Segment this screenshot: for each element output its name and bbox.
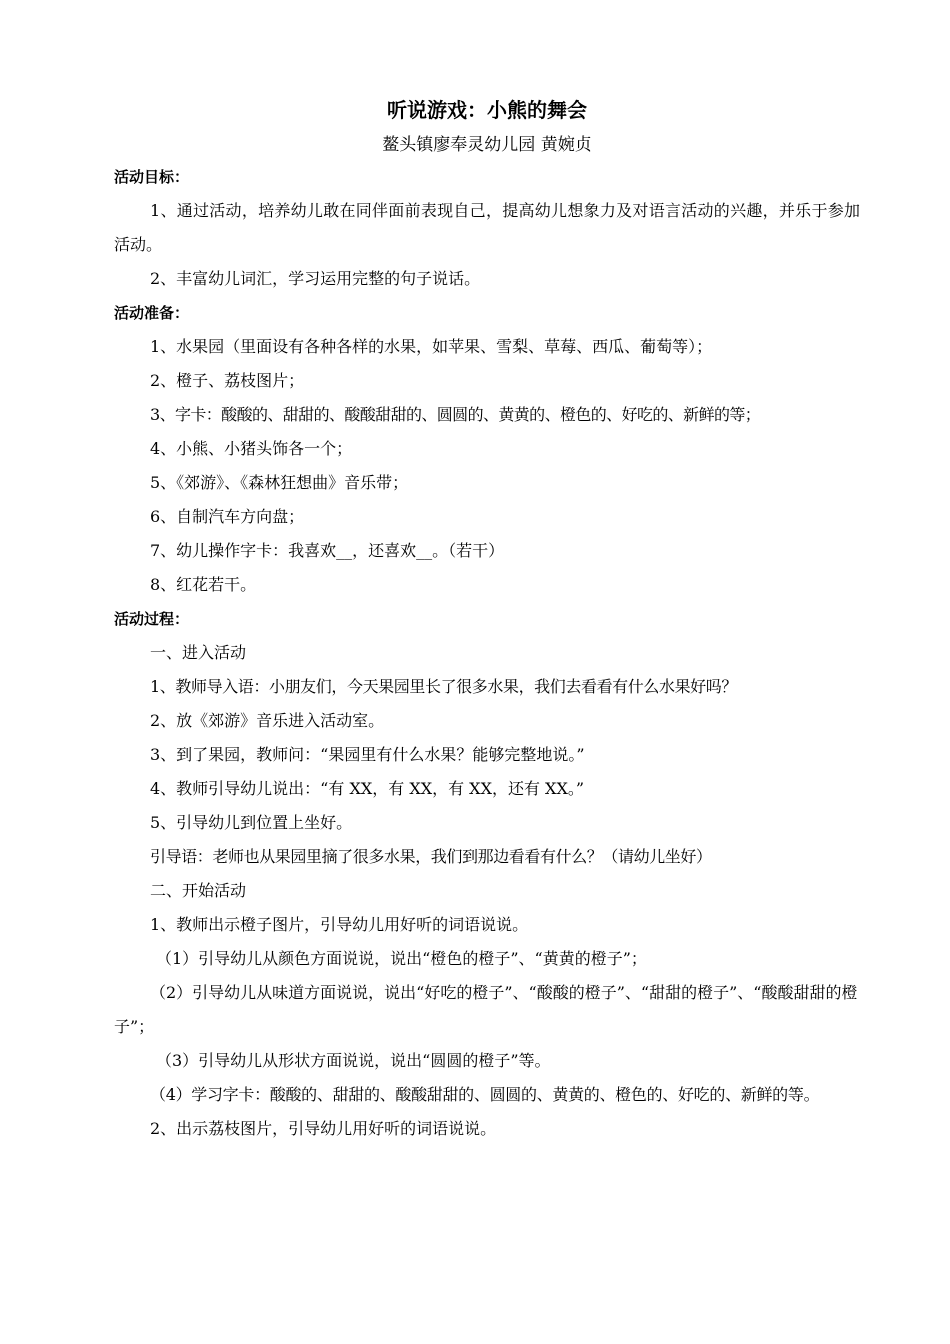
section-process — [114, 602, 860, 1146]
paragraph: 6、自制汽车方向盘； — [150, 507, 305, 526]
document-page — [114, 96, 860, 1146]
paragraph: 1、教师出示橙子图片，引导幼儿用好听的词语说说。 — [150, 915, 529, 934]
paragraph: 4、教师引导幼儿说出：“有 XX，有 XX，有 XX，还有 XX。” — [150, 779, 585, 798]
paragraph: 1、教师导入语：小朋友们，今天果园里长了很多水果，我们去看看有什么水果好吗？ — [150, 677, 737, 696]
paragraph: 7、幼儿操作字卡：我喜欢__，还喜欢__。（若干） — [150, 541, 505, 560]
paragraph: 2、放《郊游》音乐进入活动室。 — [150, 711, 385, 730]
paragraph: 二、开始活动 — [150, 881, 247, 900]
section-heading: 活动过程： — [114, 610, 190, 628]
section-goals — [114, 160, 860, 296]
paragraph: 一、进入活动 — [150, 643, 247, 662]
document-author: 鳌头镇廖奉灵幼儿园 黄婉贞 — [382, 135, 592, 155]
paragraph: 4、小熊、小猪头饰各一个； — [150, 439, 353, 458]
paragraph: （1）引导幼儿从颜色方面说说，说出“橙色的橙子”、“黄黄的橙子”； — [156, 949, 647, 968]
paragraph: （3）引导幼儿从形状方面说说，说出“圆圆的橙子”等。 — [156, 1051, 551, 1070]
paragraph: （2）引导幼儿从味道方面说说，说出“好吃的橙子”、“酸酸的橙子”、“甜甜的橙子”、“酸酸甜甜的橙子”； — [114, 983, 858, 1036]
paragraph: 5、《郊游》、《森林狂想曲》音乐带； — [150, 473, 409, 492]
section-heading: 活动准备： — [114, 304, 190, 322]
document-title: 听说游戏：小熊的舞会 — [387, 98, 587, 122]
section-heading: 活动目标： — [114, 168, 190, 186]
paragraph: 8、红花若干。 — [150, 575, 257, 594]
paragraph: 3、到了果园，教师问：“果园里有什么水果？能够完整地说。” — [150, 745, 585, 764]
paragraph: 3、字卡：酸酸的、甜甜的、酸酸甜甜的、圆圆的、黄黄的、橙色的、好吃的、新鲜的等； — [150, 405, 761, 424]
paragraph: 引导语：老师也从果园里摘了很多水果，我们到那边看看有什么？（请幼儿坐好） — [150, 847, 712, 866]
paragraph: 5、引导幼儿到位置上坐好。 — [150, 813, 353, 832]
section-preparation — [114, 296, 860, 602]
paragraph: 2、橙子、荔枝图片； — [150, 371, 305, 390]
paragraph: 1、水果园（里面设有各种各样的水果，如苹果、雪梨、草莓、西瓜、葡萄等）； — [150, 337, 713, 356]
paragraph: 1、通过活动，培养幼儿敢在同伴面前表现自己，提高幼儿想象力及对语言活动的兴趣，并乐于参加活动。 — [114, 201, 860, 254]
paragraph: 2、丰富幼儿词汇，学习运用完整的句子说话。 — [150, 269, 481, 288]
paragraph: 2、出示荔枝图片，引导幼儿用好听的词语说说。 — [150, 1119, 497, 1138]
paragraph: （4）学习字卡：酸酸的、甜甜的、酸酸甜甜的、圆圆的、黄黄的、橙色的、好吃的、新鲜的等。 — [150, 1085, 820, 1104]
